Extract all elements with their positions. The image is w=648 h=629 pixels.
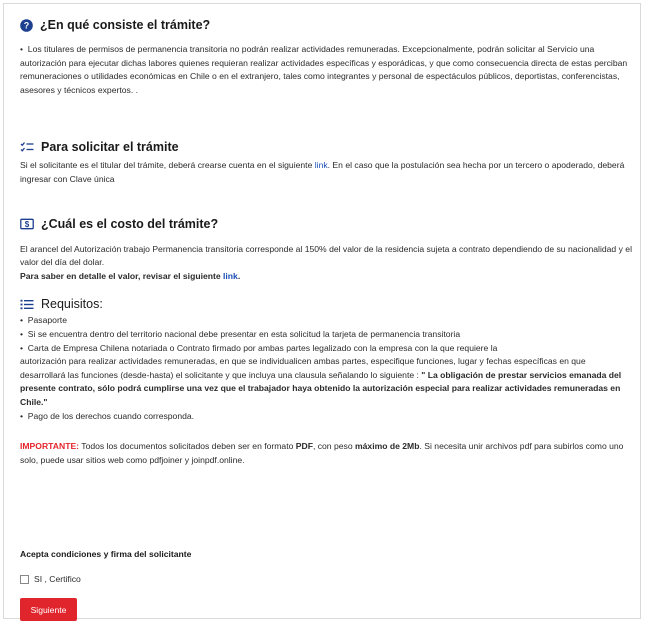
terms-section — [20, 548, 632, 615]
important-label: IMPORTANTE: — [20, 441, 80, 452]
svg-text:?: ? — [23, 20, 30, 31]
section1-text: Los titulares de permisos de permanencia transitoria no podrán realizar actividades remuneradas. Excepcionalmente, podrán solicitar al Servicio una autorización para ejecutar dichas labores quienes requieran realizar actividades específicas y esporádicas, y que como consecuencia directa de estas perciban remuneraciones o utilidades económicas en Chile o en el extranjero, tales como integrantes y personal de espectáculos públicos, deportistas, conferencistas, asesores y técnicos expertos. . — [20, 44, 628, 95]
list-item: • Pasaporte — [20, 315, 67, 326]
list-item-text: Carta de Empresa Chilena notariada o Contrato firmado por ambas partes legalizado con la empresa con la que requiere la — [27, 342, 498, 353]
important-text: , con peso — [312, 441, 355, 452]
main-panel — [3, 3, 641, 619]
section-title-text: ¿En qué consiste el trámite? — [40, 18, 211, 32]
siguiente-button[interactable]: Siguiente — [20, 598, 77, 621]
section3-text: El arancel del Autorización trabajo Permanencia transitoria corresponde al 150% del valor de la residencia sujeta a contrato dependiendo de su nacionalidad y el valor del día del dolar. — [20, 243, 632, 268]
question-circle-icon — [20, 19, 33, 32]
list-item-text: Pago de los derechos cuando corresponda. — [27, 410, 195, 421]
list-item: • Pago de los derechos cuando corresponda. — [20, 410, 195, 421]
money-bill-icon — [20, 218, 34, 230]
important-note — [20, 440, 632, 467]
requisitos-list — [20, 314, 632, 423]
section-title-consiste — [20, 18, 632, 32]
list-icon — [20, 299, 34, 310]
list-item-text: autorización para realizar actividades remuneradas, en que se individualicen ambas partes, especifique funciones, lugar y fechas específicas en que desarrollará las funciones (desde-hasta) el solicitante y que incluya una clausula señalando lo siguiente : — [20, 356, 586, 380]
list-item-text: Pasaporte — [27, 315, 67, 326]
terms-title: Acepta condiciones y firma del solicitante — [20, 549, 192, 559]
bullet: • — [20, 44, 24, 54]
important-text: . Si necesita unir archivos pdf para subirlos como uno solo, puede usar sitios web como pdfjoiner y joinpdf.online. — [20, 441, 624, 465]
section3-bold-text: Para saber en detalle el valor, revisar el siguiente — [20, 270, 224, 281]
list-item: • Si se encuentra dentro del territorio nacional debe presentar en esta solicitud la tarjeta de permanencia transitoria — [20, 328, 461, 339]
certify-checkbox-row[interactable] — [20, 573, 632, 587]
certify-checkbox-label: SI , Certifico — [34, 573, 81, 584]
requisitos-title — [20, 297, 632, 311]
cost-link[interactable]: link — [223, 270, 238, 281]
important-size: máximo de 2Mb — [355, 441, 420, 452]
important-text: Todos los documentos solicitados deben ser en formato — [79, 441, 296, 452]
section-title-solicitar — [20, 140, 632, 154]
section-title-costo — [20, 217, 632, 231]
section2-text-after: . En el caso que la postulación sea hecha por un tercero o apoderado, deberá ingresar con Clave única — [20, 160, 625, 184]
requisitos-title-text: Requisitos: — [41, 297, 103, 312]
content — [20, 18, 632, 615]
checklist-icon — [20, 141, 34, 153]
list-item-bold-text: " La obligación de prestar servicios emanada del presente contrato, sólo podrá cumplirse una vez que el trabajador haya obtenido la autorización especial para realizar actividades remuneradas en Chile." — [20, 369, 622, 407]
svg-text:$: $ — [24, 219, 30, 229]
section2-text: Si el solicitante es el titular del trámite, deberá crearse cuenta en el siguiente — [20, 160, 315, 171]
list-item-text: Si se encuentra dentro del territorio nacional debe presentar en esta solicitud la tarjeta de permanencia transitoria — [27, 328, 461, 339]
certify-checkbox[interactable] — [20, 575, 29, 584]
important-pdf: PDF — [295, 441, 313, 452]
section1-paragraph — [20, 43, 632, 97]
list-item: • Carta de Empresa Chilena notariada o Contrato firmado por ambas partes legalizado con la empresa con la que requiere la autorización para realizar actividades remuneradas, en que se individualicen ambas partes, especifique funciones, lugar y fechas específicas en que desarrollará las funciones (desde-hasta) el solicitante y que incluya una clausula señalando lo siguiente : " La obligación de prestar servicios emanada del presente contrato, sólo podrá cumplirse una vez que el trabajador haya obtenido la autorización especial para realizar actividades remuneradas en Chile." — [20, 342, 622, 407]
section2-paragraph — [20, 159, 632, 186]
account-link[interactable]: link — [314, 160, 328, 171]
section-title-text: ¿Cuál es el costo del trámite? — [41, 216, 219, 231]
section3-paragraph — [20, 243, 632, 284]
section-title-text: Para solicitar el trámite — [41, 140, 179, 155]
section3-bold-end: . — [237, 270, 241, 281]
